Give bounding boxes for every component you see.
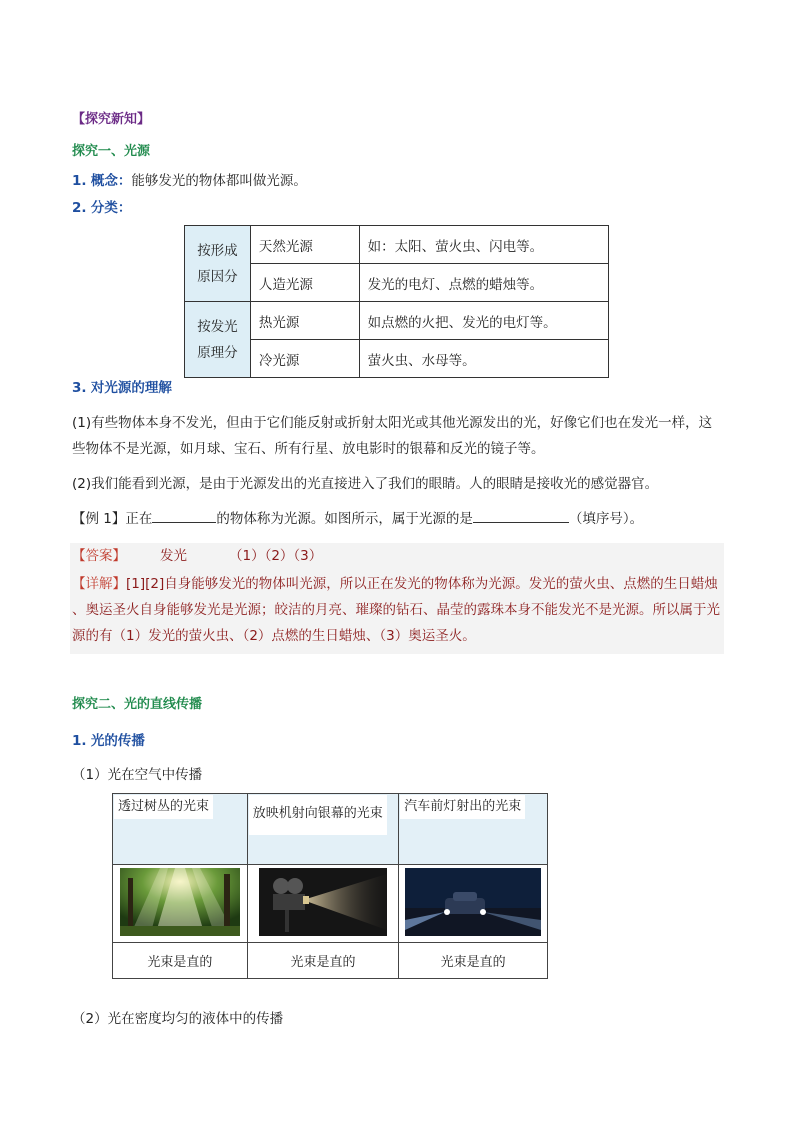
type-cell: 热光源 bbox=[250, 302, 359, 340]
topic2-title: 探究二、光的直线传播 bbox=[72, 697, 203, 712]
example-cell: 萤火虫、水母等。 bbox=[359, 340, 608, 378]
topic1-title: 探究一、光源 bbox=[72, 144, 151, 159]
type-cell: 人造光源 bbox=[250, 264, 359, 302]
detail-paragraph bbox=[72, 571, 724, 649]
detail-label: 【详解】 bbox=[72, 576, 126, 592]
example-cell: 如：太阳、萤火虫、闪电等。 bbox=[359, 226, 608, 264]
caption-cell: 光束是直的 bbox=[247, 943, 399, 979]
example-prefix: 【例 1】正在 bbox=[72, 511, 153, 527]
example-question bbox=[72, 506, 724, 532]
blank-2 bbox=[473, 508, 569, 523]
concept-line bbox=[72, 172, 307, 190]
caption-cell: 光束是直的 bbox=[113, 943, 248, 979]
example-suffix: （填序号）。 bbox=[568, 511, 644, 527]
image-cell bbox=[113, 865, 248, 943]
answer-label: 【答案】 bbox=[72, 548, 126, 564]
column-header: 放映机射向银幕的光束 bbox=[249, 795, 387, 835]
propagation-num: 1. bbox=[72, 733, 87, 749]
understanding-num: 3. bbox=[72, 380, 87, 396]
light-beam-table bbox=[112, 793, 548, 979]
propagation-heading bbox=[72, 732, 145, 750]
image-cell bbox=[399, 865, 548, 943]
air-heading: （1）光在空气中传播 bbox=[72, 767, 203, 783]
understanding-paragraph-2: (2)我们能看到光源，是由于光源发出的光直接进入了我们的眼睛。人的眼睛是接收光的感觉器官。 bbox=[72, 476, 659, 492]
classification-num: 2. bbox=[72, 200, 87, 216]
understanding-title: 对光源的理解 bbox=[90, 380, 172, 396]
header-cell bbox=[399, 794, 548, 865]
liquid-heading: （2）光在密度均匀的液体中的传播 bbox=[72, 1011, 284, 1027]
example-cell: 发光的电灯、点燃的蜡烛等。 bbox=[359, 264, 608, 302]
understanding-heading bbox=[72, 379, 172, 397]
projector-image bbox=[259, 868, 387, 936]
category-cell: 按形成原因分 bbox=[185, 226, 251, 302]
image-cell bbox=[247, 865, 399, 943]
classification-line bbox=[72, 199, 131, 217]
answer-value-1: 发光 bbox=[160, 548, 187, 564]
answer-line bbox=[72, 543, 722, 569]
type-cell: 天然光源 bbox=[250, 226, 359, 264]
category-cell: 按发光原理分 bbox=[185, 302, 251, 378]
understanding-paragraph-1: (1)有些物体本身不发光，但由于它们能反射或折射太阳光或其他光源发出的光，好像它们也在发光一样，这些物体不是光源，如月球、宝石、所有行星、放电影时的银幕和反光的镜子等。 bbox=[72, 415, 713, 457]
example-cell: 如点燃的火把、发光的电灯等。 bbox=[359, 302, 608, 340]
section-header: 【探究新知】 bbox=[72, 112, 151, 127]
example-middle: 的物体称为光源。如图所示，属于光源的是 bbox=[216, 511, 473, 527]
car-headlight-image bbox=[405, 868, 541, 936]
column-header: 汽车前灯射出的光束 bbox=[400, 795, 525, 819]
detail-text: [1][2]自身能够发光的物体叫光源，所以正在发光的物体称为光源。发光的萤火虫、点燃的生日蜡烛 、奥运圣火自身能够发光是光源；皎洁的月亮、璀璨的钻石、晶莹的露珠本身不能发光不是光源。所以属于光源的有（1）发光的萤火虫、（2）点燃的生日蜡烛、（3）奥运圣火。 bbox=[72, 576, 720, 644]
header-cell bbox=[113, 794, 248, 865]
header-cell bbox=[247, 794, 399, 865]
concept-num: 1. bbox=[72, 173, 87, 189]
propagation-title: 光的传播 bbox=[90, 733, 145, 749]
column-header: 透过树丛的光束 bbox=[114, 795, 213, 819]
classification-table bbox=[184, 225, 609, 378]
blank-1 bbox=[152, 508, 216, 523]
type-cell: 冷光源 bbox=[250, 340, 359, 378]
answer-value-2: （1）（2）（3） bbox=[229, 548, 323, 564]
forest-light-image bbox=[120, 868, 240, 936]
concept-label: 概念： bbox=[90, 173, 132, 189]
concept-text: 能够发光的物体都叫做光源。 bbox=[131, 173, 307, 189]
classification-label: 分类： bbox=[90, 200, 132, 216]
caption-cell: 光束是直的 bbox=[399, 943, 548, 979]
